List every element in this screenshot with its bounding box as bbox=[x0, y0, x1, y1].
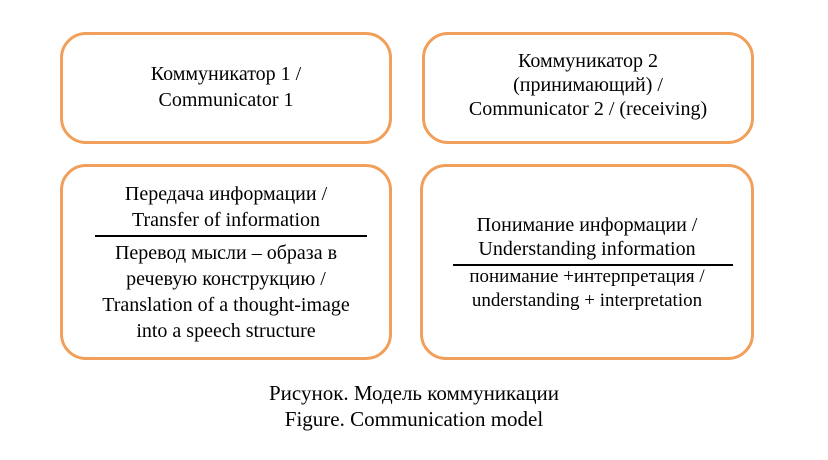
understanding-box bbox=[420, 164, 754, 360]
understanding-heading bbox=[423, 213, 751, 261]
communicator-1-line-2: Communicator 1 bbox=[158, 89, 294, 111]
transfer-heading bbox=[63, 181, 389, 233]
communicator-2-line-2: (принимающий) / bbox=[513, 74, 663, 96]
understanding-body bbox=[423, 265, 751, 313]
transfer-divider bbox=[95, 235, 367, 237]
understanding-heading-line-2: Understanding information bbox=[478, 238, 696, 260]
transfer-body-line-1: Перевод мысли – образа в bbox=[114, 242, 338, 264]
communicator-2-line-1: Коммуникатор 2 bbox=[518, 50, 658, 72]
transfer-heading-line-2: Transfer of information bbox=[131, 209, 321, 231]
communicator-2-text bbox=[425, 49, 751, 121]
transfer-body bbox=[63, 240, 389, 344]
transfer-box bbox=[60, 164, 392, 360]
communicator-1-line-1: Коммуникатор 1 / bbox=[150, 63, 302, 85]
understanding-body-line-1: понимание +интерпретация / bbox=[469, 266, 705, 287]
figure-caption-english: Figure. Communication model bbox=[284, 407, 544, 431]
transfer-body-line-3: Translation of a thought-image bbox=[102, 294, 350, 316]
communicator-2-box bbox=[422, 32, 754, 144]
communicator-2-line-3: Communicator 2 / (receiving) bbox=[468, 98, 708, 120]
transfer-body-line-4: into a speech structure bbox=[136, 320, 316, 342]
communicator-1-box bbox=[60, 32, 392, 144]
understanding-body-line-2: understanding + interpretation bbox=[471, 290, 703, 311]
transfer-heading-line-1: Передача информации / bbox=[124, 183, 328, 205]
transfer-body-line-2: речевую конструкцию / bbox=[126, 268, 326, 290]
figure-caption bbox=[0, 380, 828, 432]
understanding-heading-line-1: Понимание информации / bbox=[476, 214, 698, 236]
figure-caption-russian: Рисунок. Модель коммуникации bbox=[269, 381, 559, 405]
communicator-1-text bbox=[63, 61, 389, 113]
